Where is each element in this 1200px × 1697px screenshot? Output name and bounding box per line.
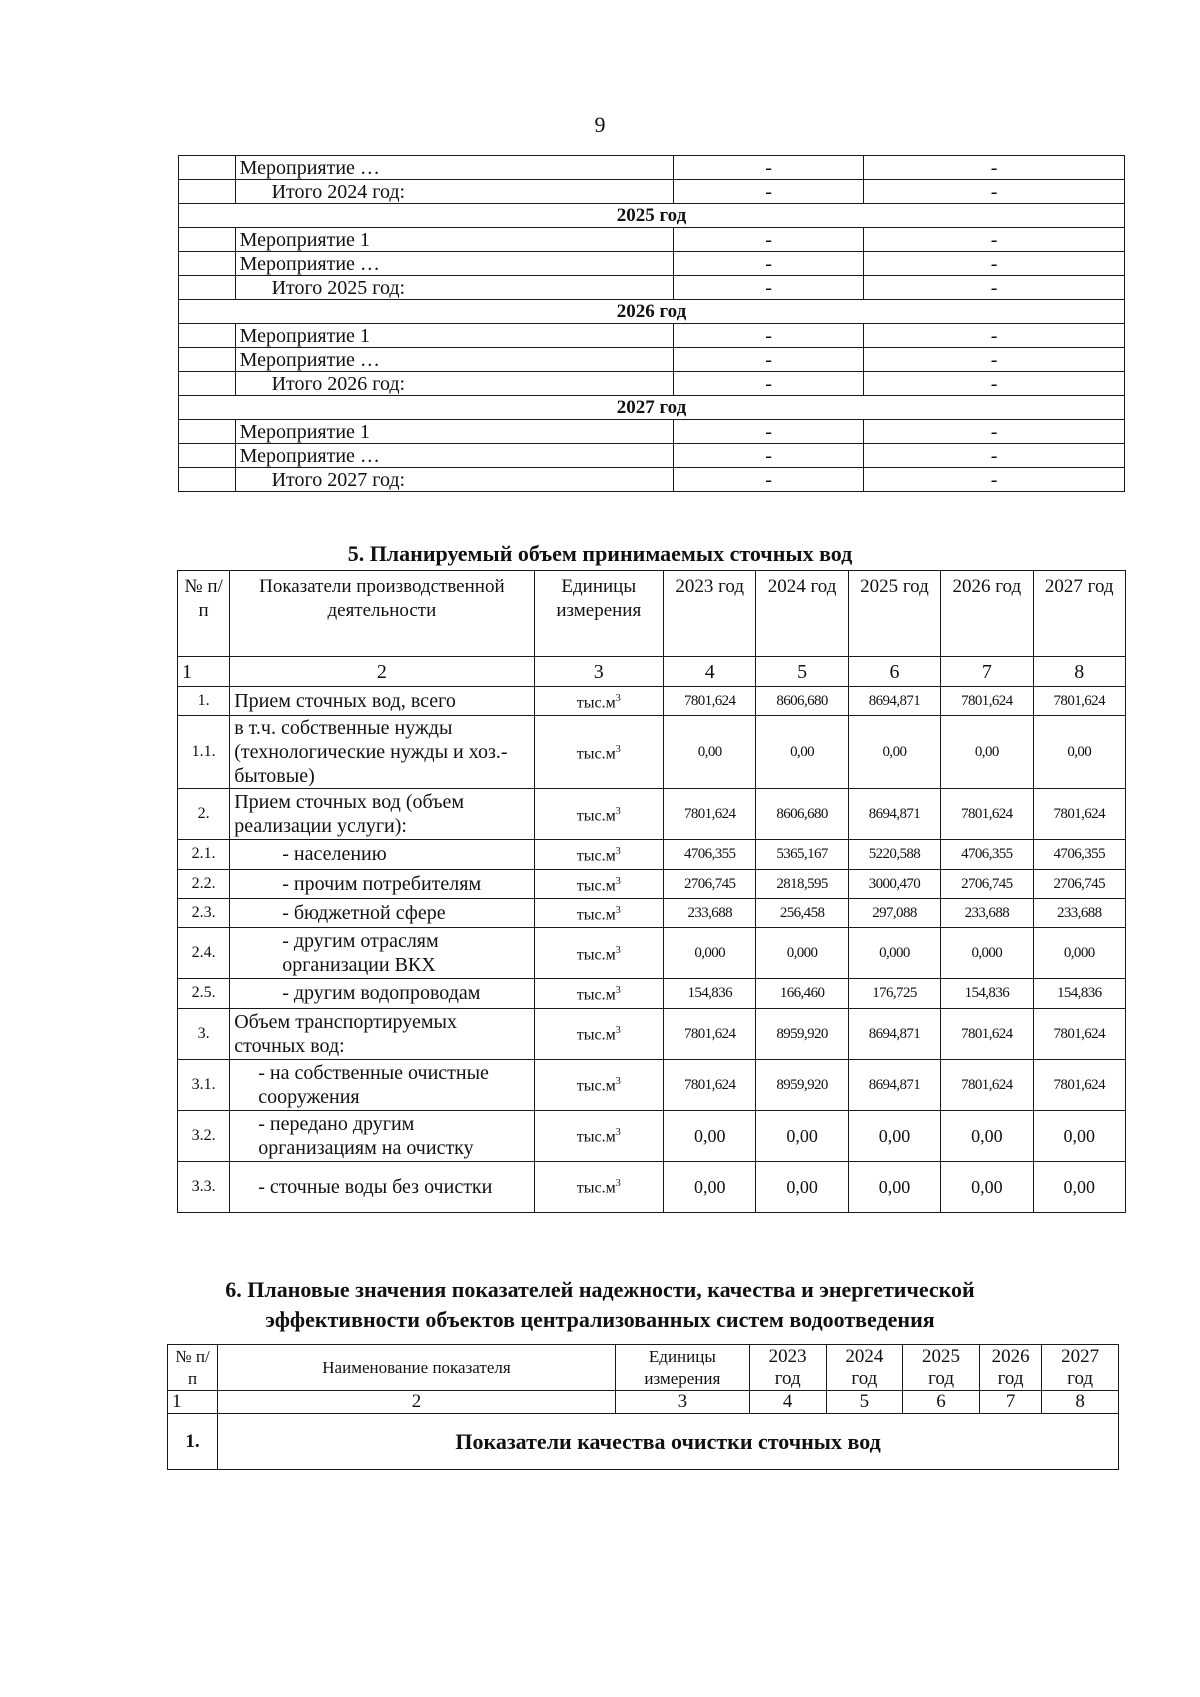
table-row: [178, 1008, 1126, 1059]
value-cell: 0,00: [664, 1161, 756, 1212]
indicators-table: [167, 1344, 1119, 1470]
measure-row: [179, 324, 1125, 348]
page-number: 9: [594, 112, 606, 137]
value-cell: 8694,871: [848, 789, 940, 840]
value-cell: 0,00: [848, 1161, 940, 1212]
row-number-cell: [179, 180, 236, 204]
row-number: 2.3.: [178, 898, 230, 927]
group-number: 1.: [168, 1414, 218, 1470]
value-cell: 7801,624: [1033, 789, 1125, 840]
value-cell: 0,00: [848, 1110, 940, 1161]
unit-text: тыс.м: [576, 1128, 616, 1146]
total-row: [179, 372, 1125, 396]
measure-label: Мероприятие …: [235, 252, 673, 276]
value-cell: 4706,355: [664, 840, 756, 869]
value-cell: -: [673, 228, 863, 252]
unit-exponent: 3: [615, 904, 621, 916]
header-cell: Единицы измерения: [534, 571, 664, 657]
unit-text: тыс.м: [576, 847, 616, 865]
header-cell: Наименование показателя: [218, 1345, 616, 1391]
value-cell: 2706,745: [664, 869, 756, 898]
header-cell: 2023 год: [664, 571, 756, 657]
measure-label: Мероприятие 1: [235, 228, 673, 252]
value-cell: 2818,595: [756, 869, 848, 898]
column-number: 2: [218, 1391, 616, 1414]
value-cell: 233,688: [1033, 898, 1125, 927]
unit-cell: [534, 928, 664, 979]
column-number: 5: [756, 657, 848, 687]
unit-cell: [534, 840, 664, 869]
column-number: 4: [664, 657, 756, 687]
year-row: [179, 204, 1125, 228]
year-row: [179, 396, 1125, 420]
value-cell: -: [864, 276, 1125, 300]
column-number: 8: [1042, 1391, 1119, 1414]
unit-exponent: 3: [615, 693, 621, 704]
indicator-label: - передано другим организациям на очистку: [230, 1110, 534, 1161]
unit-cell: [534, 789, 664, 840]
measure-row: [179, 156, 1125, 180]
row-number-cell: [179, 372, 236, 396]
value-cell: 4706,355: [941, 840, 1033, 869]
value-cell: 3000,470: [848, 869, 940, 898]
indicator-label: - прочим потребителям: [230, 869, 534, 898]
unit-cell: [534, 687, 664, 716]
unit-cell: [534, 1059, 664, 1110]
unit-exponent: 3: [615, 846, 621, 858]
value-cell: 8959,920: [756, 1059, 848, 1110]
value-cell: -: [673, 156, 863, 180]
value-cell: -: [673, 324, 863, 348]
row-number: 2.2.: [178, 869, 230, 898]
value-cell: -: [864, 372, 1125, 396]
value-cell: 297,088: [848, 898, 940, 927]
row-number-cell: [179, 324, 236, 348]
header-cell: 2024 год: [756, 571, 848, 657]
value-cell: 2706,745: [941, 869, 1033, 898]
unit-text: тыс.м: [576, 1077, 616, 1095]
value-cell: 7801,624: [1033, 687, 1125, 716]
value-cell: 7801,624: [941, 687, 1033, 716]
value-cell: 154,836: [1033, 979, 1125, 1008]
column-number-row: [168, 1391, 1119, 1414]
row-number: 2.1.: [178, 840, 230, 869]
column-number: 5: [826, 1391, 903, 1414]
value-cell: -: [864, 444, 1125, 468]
unit-exponent: 3: [615, 744, 621, 756]
value-cell: 7801,624: [664, 1059, 756, 1110]
row-number-cell: [179, 276, 236, 300]
total-row: [179, 180, 1125, 204]
value-cell: 2706,745: [1033, 869, 1125, 898]
year-label: 2027 год: [179, 396, 1125, 420]
value-cell: 7801,624: [664, 789, 756, 840]
value-cell: 8959,920: [756, 1008, 848, 1059]
section-6-title-line2: эффективности объектов централизованных систем водоотведения: [265, 1307, 935, 1332]
value-cell: 0,000: [756, 928, 848, 979]
header-cell: Показатели производственной деятельности: [230, 571, 534, 657]
group-title: Показатели качества очистки сточных вод: [218, 1414, 1119, 1470]
header-cell: 2025 год: [903, 1345, 980, 1391]
indicator-label: в т.ч. собственные нужды (технологические нужды и хоз.-бытовые): [230, 716, 534, 789]
table-row: [178, 1059, 1126, 1110]
value-cell: 233,688: [941, 898, 1033, 927]
group-row: [168, 1414, 1119, 1470]
value-cell: 0,00: [1033, 1110, 1125, 1161]
year-label: 2026 год: [179, 300, 1125, 324]
column-number: 3: [615, 1391, 749, 1414]
column-number: 2: [230, 657, 534, 687]
unit-cell: [534, 869, 664, 898]
header-cell: 2026 год: [941, 571, 1033, 657]
value-cell: 7801,624: [664, 1008, 756, 1059]
column-number: 8: [1033, 657, 1125, 687]
measure-row: [179, 252, 1125, 276]
row-number: 3.: [178, 1008, 230, 1059]
row-number: 2.5.: [178, 979, 230, 1008]
total-row: [179, 468, 1125, 492]
value-cell: -: [864, 156, 1125, 180]
header-cell: 2026 год: [979, 1345, 1041, 1391]
measure-row: [179, 228, 1125, 252]
value-cell: 256,458: [756, 898, 848, 927]
header-cell: 2024 год: [826, 1345, 903, 1391]
value-cell: 0,00: [664, 1110, 756, 1161]
value-cell: -: [673, 420, 863, 444]
unit-text: тыс.м: [576, 946, 616, 964]
indicator-label: - сточные воды без очистки: [230, 1161, 534, 1212]
table-row: [178, 898, 1126, 927]
row-number-cell: [179, 348, 236, 372]
table-row: [178, 789, 1126, 840]
value-cell: 176,725: [848, 979, 940, 1008]
indicator-label: - бюджетной сфере: [230, 898, 534, 927]
table-row: [178, 979, 1126, 1008]
row-number-cell: [179, 468, 236, 492]
indicator-label: - на собственные очистные сооружения: [230, 1059, 534, 1110]
value-cell: -: [673, 252, 863, 276]
row-number: 2.4.: [178, 928, 230, 979]
value-cell: -: [673, 348, 863, 372]
measure-label: Мероприятие 1: [235, 324, 673, 348]
value-cell: 154,836: [664, 979, 756, 1008]
measure-row: [179, 420, 1125, 444]
row-number-cell: [179, 444, 236, 468]
value-cell: -: [673, 276, 863, 300]
total-row: [179, 276, 1125, 300]
value-cell: 8694,871: [848, 1008, 940, 1059]
value-cell: 8606,680: [756, 789, 848, 840]
value-cell: -: [864, 252, 1125, 276]
value-cell: 7801,624: [941, 789, 1033, 840]
unit-exponent: 3: [615, 875, 621, 887]
value-cell: 0,000: [1033, 928, 1125, 979]
unit-cell: [534, 1161, 664, 1212]
value-cell: 0,00: [664, 716, 756, 789]
value-cell: 0,00: [1033, 1161, 1125, 1212]
indicator-label: - населению: [230, 840, 534, 869]
indicator-label: Прием сточных вод, всего: [230, 687, 534, 716]
year-row: [179, 300, 1125, 324]
value-cell: -: [864, 180, 1125, 204]
unit-text: тыс.м: [576, 1026, 616, 1044]
indicator-label: - другим водопроводам: [230, 979, 534, 1008]
value-cell: 5365,167: [756, 840, 848, 869]
header-cell: № п/п: [178, 571, 230, 657]
column-number: 4: [749, 1391, 826, 1414]
value-cell: 7801,624: [664, 687, 756, 716]
header-cell: 2027 год: [1033, 571, 1125, 657]
value-cell: -: [673, 468, 863, 492]
value-cell: 0,00: [941, 1161, 1033, 1212]
section-5-title: 5. Планируемый объем принимаемых сточных вод: [347, 541, 853, 566]
value-cell: 0,00: [1033, 716, 1125, 789]
unit-exponent: 3: [615, 1076, 621, 1088]
section-6-title-line1: 6. Плановые значения показателей надежности, качества и энергетической: [225, 1277, 975, 1302]
table-row: [178, 687, 1126, 716]
header-row: [168, 1345, 1119, 1391]
header-cell: Единицы измерения: [615, 1345, 749, 1391]
row-number: 1.: [178, 687, 230, 716]
value-cell: 0,00: [941, 1110, 1033, 1161]
unit-exponent: 3: [615, 985, 621, 997]
unit-cell: [534, 1008, 664, 1059]
table-row: [178, 1161, 1126, 1212]
value-cell: 5220,588: [848, 840, 940, 869]
measure-label: Итого 2027 год:: [235, 468, 673, 492]
header-row: [178, 571, 1126, 657]
wastewater-volume-table: [177, 570, 1126, 1213]
header-cell: 2025 год: [848, 571, 940, 657]
value-cell: -: [673, 444, 863, 468]
value-cell: 154,836: [941, 979, 1033, 1008]
value-cell: 0,00: [756, 1161, 848, 1212]
unit-exponent: 3: [615, 1127, 621, 1139]
value-cell: 7801,624: [1033, 1008, 1125, 1059]
value-cell: 166,460: [756, 979, 848, 1008]
unit-text: тыс.м: [576, 694, 616, 712]
value-cell: 7801,624: [941, 1059, 1033, 1110]
row-number: 1.1.: [178, 716, 230, 789]
header-cell: № п/п: [168, 1345, 218, 1391]
row-number-cell: [179, 252, 236, 276]
unit-cell: [534, 1110, 664, 1161]
measure-row: [179, 444, 1125, 468]
unit-text: тыс.м: [576, 745, 616, 763]
value-cell: -: [864, 420, 1125, 444]
measure-label: Мероприятие …: [235, 348, 673, 372]
header-cell: 2027 год: [1042, 1345, 1119, 1391]
row-number-cell: [179, 156, 236, 180]
unit-text: тыс.м: [576, 876, 616, 894]
measure-label: Мероприятие 1: [235, 420, 673, 444]
measure-label: Итого 2025 год:: [235, 276, 673, 300]
unit-cell: [534, 898, 664, 927]
value-cell: 0,000: [941, 928, 1033, 979]
value-cell: -: [864, 348, 1125, 372]
row-number: 3.1.: [178, 1059, 230, 1110]
indicator-label: Объем транспортируемых сточных вод:: [230, 1008, 534, 1059]
table-row: [178, 869, 1126, 898]
value-cell: -: [864, 324, 1125, 348]
measure-label: Мероприятие …: [235, 156, 673, 180]
measure-label: Итого 2024 год:: [235, 180, 673, 204]
row-number: 2.: [178, 789, 230, 840]
unit-text: тыс.м: [576, 906, 616, 924]
measure-label: Итого 2026 год:: [235, 372, 673, 396]
column-number: 3: [534, 657, 664, 687]
measure-row: [179, 348, 1125, 372]
unit-text: тыс.м: [576, 1179, 616, 1197]
value-cell: 4706,355: [1033, 840, 1125, 869]
table-row: [178, 716, 1126, 789]
unit-cell: [534, 716, 664, 789]
value-cell: -: [673, 180, 863, 204]
indicator-label: Прием сточных вод (объем реализации услуги):: [230, 789, 534, 840]
value-cell: 0,00: [756, 1110, 848, 1161]
row-number-cell: [179, 228, 236, 252]
unit-exponent: 3: [615, 806, 621, 818]
value-cell: 7801,624: [1033, 1059, 1125, 1110]
value-cell: 233,688: [664, 898, 756, 927]
unit-text: тыс.м: [576, 986, 616, 1004]
column-number: 1: [178, 657, 230, 687]
value-cell: -: [673, 372, 863, 396]
row-number: 3.2.: [178, 1110, 230, 1161]
column-number: 6: [848, 657, 940, 687]
indicator-label: - другим отраслям организации ВКХ: [230, 928, 534, 979]
value-cell: -: [864, 468, 1125, 492]
unit-exponent: 3: [615, 1025, 621, 1037]
value-cell: 8694,871: [848, 1059, 940, 1110]
column-number: 7: [941, 657, 1033, 687]
value-cell: 0,00: [941, 716, 1033, 789]
value-cell: 7801,624: [941, 1008, 1033, 1059]
column-number: 6: [903, 1391, 980, 1414]
table-row: [178, 928, 1126, 979]
value-cell: 0,00: [848, 716, 940, 789]
unit-text: тыс.м: [576, 807, 616, 825]
row-number-cell: [179, 420, 236, 444]
column-number: 7: [979, 1391, 1041, 1414]
unit-cell: [534, 979, 664, 1008]
measure-label: Мероприятие …: [235, 444, 673, 468]
measures-table: [178, 155, 1125, 492]
value-cell: 8694,871: [848, 687, 940, 716]
value-cell: 0,00: [756, 716, 848, 789]
unit-exponent: 3: [615, 945, 621, 957]
header-cell: 2023 год: [749, 1345, 826, 1391]
column-number-row: [178, 657, 1126, 687]
row-number: 3.3.: [178, 1161, 230, 1212]
value-cell: 0,000: [664, 928, 756, 979]
value-cell: 0,000: [848, 928, 940, 979]
value-cell: 8606,680: [756, 687, 848, 716]
year-label: 2025 год: [179, 204, 1125, 228]
column-number: 1: [168, 1391, 218, 1414]
value-cell: -: [864, 228, 1125, 252]
table-row: [178, 1110, 1126, 1161]
unit-exponent: 3: [615, 1178, 621, 1190]
table-row: [178, 840, 1126, 869]
